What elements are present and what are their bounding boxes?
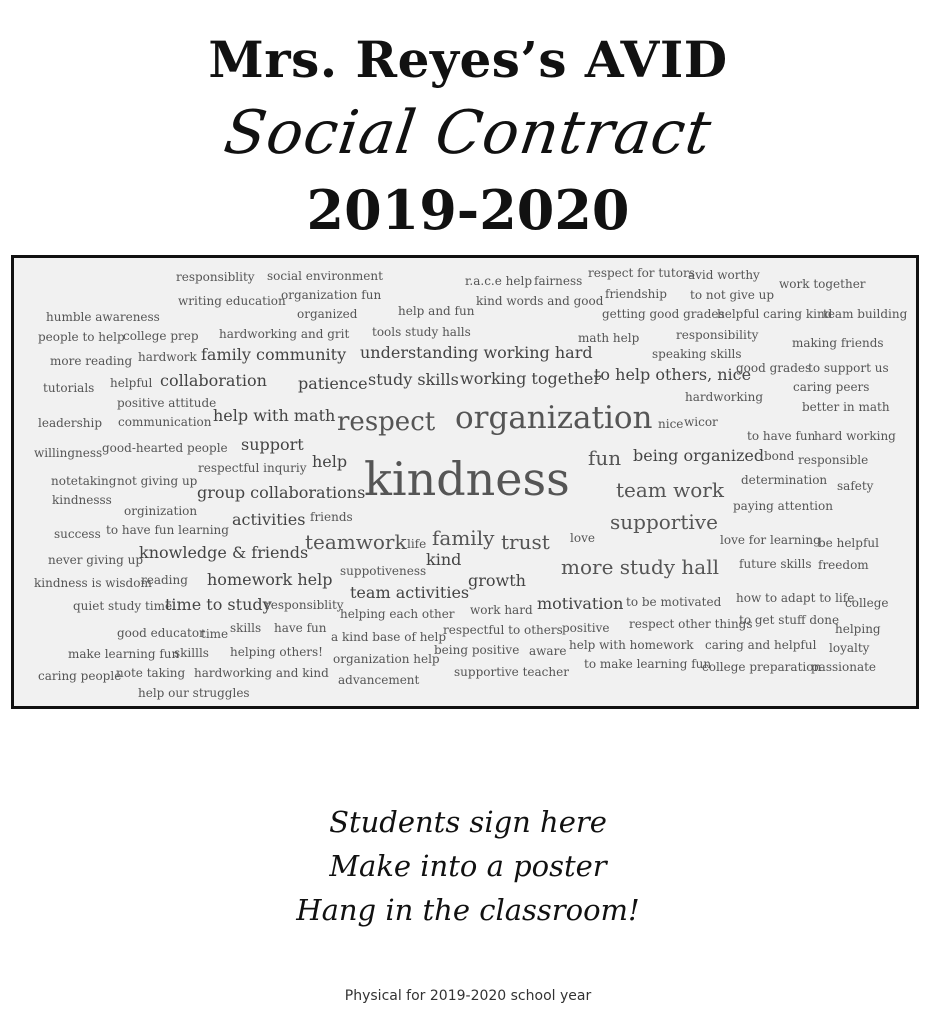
instruction-poster: Make into a poster bbox=[329, 849, 607, 883]
cloud-word: support bbox=[241, 435, 304, 454]
cloud-word: make learning fun bbox=[68, 647, 180, 661]
cloud-word: r.a.c.e help bbox=[465, 274, 533, 288]
cloud-word: tools study halls bbox=[372, 325, 471, 339]
cloud-word: responsiblity bbox=[265, 598, 344, 612]
cloud-word: have fun bbox=[274, 621, 327, 635]
cloud-word: collaboration bbox=[160, 371, 267, 390]
cloud-word: helping bbox=[835, 622, 881, 636]
page-title: Mrs. Reyes’s AVID bbox=[208, 30, 728, 89]
cloud-word: more reading bbox=[50, 354, 133, 368]
cloud-word: helpful caring kind bbox=[717, 307, 833, 321]
cloud-word: people to help bbox=[38, 330, 125, 344]
cloud-word: activities bbox=[232, 510, 306, 529]
cloud-word: college prep bbox=[123, 329, 199, 343]
cloud-word: being organized bbox=[633, 446, 765, 465]
cloud-word: respect for tutors bbox=[588, 266, 695, 280]
cloud-word: be helpful bbox=[818, 536, 879, 550]
cloud-word: to not give up bbox=[690, 288, 775, 302]
cloud-word: humble awareness bbox=[46, 310, 160, 324]
cloud-word: orginization bbox=[124, 504, 198, 518]
instruction-hang: Hang in the classroom! bbox=[296, 893, 640, 927]
cloud-word: time to study bbox=[165, 595, 272, 614]
cloud-word: respectful to others bbox=[443, 623, 563, 637]
footer-note: Physical for 2019-2020 school year bbox=[344, 988, 592, 1004]
cloud-word: note taking bbox=[116, 666, 186, 680]
cloud-word: organization fun bbox=[281, 288, 382, 302]
cloud-word: positive bbox=[562, 621, 610, 635]
cloud-word: fun bbox=[588, 446, 622, 470]
cloud-word: team activities bbox=[350, 583, 470, 602]
cloud-word: responsible bbox=[798, 453, 869, 467]
cloud-word: group collaborations bbox=[197, 483, 366, 502]
cloud-word: leadership bbox=[38, 416, 103, 430]
page-subtitle: Social Contract bbox=[220, 98, 716, 168]
cloud-word: good-hearted people bbox=[102, 441, 228, 455]
cloud-word: helpful bbox=[110, 376, 153, 390]
cloud-word: skills bbox=[230, 621, 262, 635]
cloud-word: bond bbox=[764, 449, 795, 463]
cloud-word: love for learning bbox=[720, 533, 821, 547]
cloud-word: growth bbox=[468, 571, 526, 590]
cloud-word: caring and helpful bbox=[705, 638, 817, 652]
cloud-word: helping each other bbox=[340, 607, 455, 621]
cloud-word: help and fun bbox=[398, 304, 475, 318]
cloud-word: positive attitude bbox=[117, 396, 217, 410]
cloud-word: loyalty bbox=[829, 641, 870, 655]
cloud-word: work hard bbox=[470, 603, 533, 617]
cloud-word: avid worthy bbox=[688, 268, 760, 282]
cloud-word: hardwork bbox=[138, 350, 197, 364]
cloud-word: willingness bbox=[34, 446, 103, 460]
cloud-word: trust bbox=[501, 530, 550, 554]
cloud-word: more study hall bbox=[561, 555, 719, 579]
cloud-word: study skills bbox=[368, 370, 459, 389]
cloud-word: reading bbox=[141, 573, 188, 587]
cloud-word: knowledge & friends bbox=[139, 543, 309, 562]
cloud-word: family community bbox=[201, 345, 347, 364]
word-cloud bbox=[11, 255, 919, 709]
cloud-word: paying attention bbox=[733, 499, 833, 513]
cloud-word: kindnesss bbox=[52, 493, 112, 507]
cloud-word: work together bbox=[779, 277, 866, 291]
cloud-word: caring people bbox=[38, 669, 122, 683]
cloud-word: college bbox=[845, 596, 889, 610]
cloud-word: better in math bbox=[802, 400, 890, 414]
cloud-word: respect bbox=[337, 407, 436, 437]
cloud-word: to be motivated bbox=[626, 595, 722, 609]
cloud-word: to support us bbox=[808, 361, 889, 375]
cloud-word: social environment bbox=[267, 269, 383, 283]
cloud-word: patience bbox=[298, 374, 368, 393]
cloud-word: kindness is wisdom bbox=[34, 576, 152, 590]
cloud-word: understanding working hard bbox=[360, 343, 593, 362]
cloud-word: good educator bbox=[117, 626, 205, 640]
cloud-word: kindness bbox=[364, 452, 570, 506]
cloud-word: hardworking and grit bbox=[219, 327, 350, 341]
cloud-word: respect other things bbox=[629, 617, 753, 631]
cloud-word: to help others, nice bbox=[594, 365, 752, 384]
cloud-word: help with math bbox=[213, 406, 336, 425]
cloud-word: team building bbox=[823, 307, 908, 321]
cloud-word: respectful inquriy bbox=[198, 461, 307, 475]
cloud-word: helping others! bbox=[230, 645, 324, 659]
cloud-word: supportive teacher bbox=[454, 665, 569, 679]
cloud-word: hardworking bbox=[685, 390, 764, 404]
cloud-word: notetaking bbox=[51, 474, 117, 488]
cloud-word: aware bbox=[529, 644, 567, 658]
cloud-word: suppotiveness bbox=[340, 564, 427, 578]
cloud-word: nice bbox=[658, 417, 684, 431]
cloud-word: a kind base of help bbox=[331, 630, 447, 644]
cloud-word: making friends bbox=[792, 336, 884, 350]
cloud-word: speaking skills bbox=[652, 347, 742, 361]
cloud-word: organized bbox=[297, 307, 358, 321]
cloud-word: love bbox=[570, 531, 595, 545]
cloud-word: organization help bbox=[333, 652, 440, 666]
cloud-word: hard working bbox=[814, 429, 896, 443]
cloud-word: communication bbox=[118, 415, 212, 429]
cloud-word: success bbox=[54, 527, 101, 541]
cloud-word: to get stuff done bbox=[739, 613, 840, 627]
cloud-word: freedom bbox=[818, 558, 869, 572]
cloud-word: college preparation bbox=[702, 660, 822, 674]
cloud-word: safety bbox=[837, 479, 874, 493]
cloud-word: not giving up bbox=[117, 474, 198, 488]
cloud-word: to have fun learning bbox=[106, 523, 229, 537]
cloud-word: homework help bbox=[207, 570, 333, 589]
cloud-word: to make learning fun bbox=[584, 657, 712, 671]
cloud-word: advancement bbox=[338, 673, 420, 687]
cloud-word: never giving up bbox=[48, 553, 144, 567]
cloud-word: getting good grades bbox=[602, 307, 725, 321]
cloud-word: good grades bbox=[736, 361, 812, 375]
cloud-word: friends bbox=[310, 510, 353, 524]
cloud-word: help with homework bbox=[569, 638, 694, 652]
cloud-word: fairness bbox=[534, 274, 583, 288]
cloud-word: teamwork bbox=[305, 530, 407, 554]
school-year: 2019-2020 bbox=[306, 178, 630, 242]
cloud-word: writing education bbox=[178, 294, 286, 308]
cloud-word: help bbox=[312, 452, 348, 471]
cloud-word: how to adapt to life bbox=[736, 591, 855, 605]
instruction-sign: Students sign here bbox=[329, 805, 607, 839]
cloud-word: quiet study time bbox=[73, 599, 173, 613]
cloud-word: responsiblity bbox=[176, 270, 255, 284]
cloud-word: determination bbox=[741, 473, 828, 487]
cloud-word: caring peers bbox=[793, 380, 870, 394]
cloud-word: kind bbox=[426, 550, 462, 569]
cloud-word: team work bbox=[616, 478, 724, 502]
cloud-word: help our struggles bbox=[138, 686, 250, 700]
cloud-word: to have fun bbox=[747, 429, 816, 443]
cloud-word: working together bbox=[460, 369, 602, 388]
cloud-word: math help bbox=[578, 331, 640, 345]
cloud-word: time bbox=[201, 627, 229, 641]
cloud-word: skillls bbox=[174, 646, 209, 660]
cloud-word: future skills bbox=[739, 557, 812, 571]
cloud-word: passionate bbox=[811, 660, 877, 674]
cloud-word: family bbox=[432, 526, 495, 550]
cloud-word: friendship bbox=[605, 287, 667, 301]
cloud-word: wicor bbox=[684, 415, 718, 429]
cloud-word: life bbox=[407, 537, 427, 551]
cloud-word: supportive bbox=[610, 510, 718, 534]
cloud-word: hardworking and kind bbox=[194, 666, 329, 680]
cloud-word: kind words and good bbox=[476, 294, 604, 308]
cloud-word: motivation bbox=[537, 594, 624, 613]
cloud-word: organization bbox=[455, 400, 653, 436]
cloud-word: tutorials bbox=[43, 381, 95, 395]
instructions bbox=[0, 800, 936, 932]
cloud-word: responsibility bbox=[676, 328, 759, 342]
cloud-word: being positive bbox=[434, 643, 520, 657]
